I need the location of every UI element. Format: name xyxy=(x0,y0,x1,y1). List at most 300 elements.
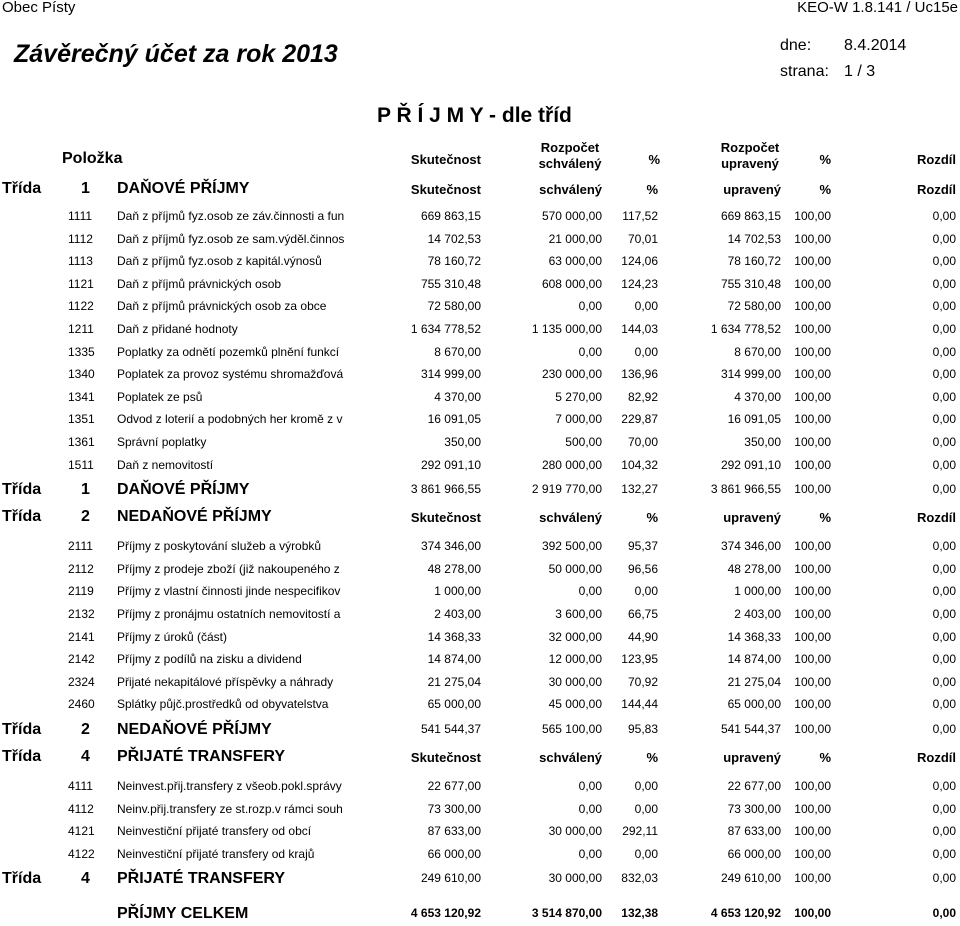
row-approved: 570 000,00 xyxy=(541,209,602,223)
total-diff: 0,00 xyxy=(932,722,956,736)
table-row xyxy=(0,367,960,387)
subheader-actual: Skutečnost xyxy=(410,182,481,197)
row-pct1: 123,95 xyxy=(621,652,658,667)
row-diff: 0,00 xyxy=(932,779,956,793)
row-adjusted: 65 000,00 xyxy=(727,697,781,712)
row-pct1: 0,00 xyxy=(634,584,658,599)
row-actual: 4 370,00 xyxy=(434,389,481,404)
class-number: 4 xyxy=(81,748,90,765)
row-name: Poplatek za provoz systému shromažďová xyxy=(117,367,344,382)
class-label: Třída xyxy=(2,180,42,197)
total-approved: 565 100,00 xyxy=(541,722,602,736)
row-actual: 1 634 778,52 xyxy=(410,322,481,336)
subheader-pct1: % xyxy=(646,510,658,526)
total-adjusted: 541 544,37 xyxy=(720,722,781,736)
table-row xyxy=(0,802,960,822)
row-approved: 0,00 xyxy=(578,299,602,314)
row-code: 1211 xyxy=(68,322,94,336)
row-name: Neinv.přij.transfery ze st.rozp.v rámci souh xyxy=(117,801,343,816)
total-actual: 4 653 120,92 xyxy=(410,906,481,920)
class-number: 1 xyxy=(81,481,90,499)
row-actual: 21 275,04 xyxy=(427,674,481,689)
row-name: Správní poplatky xyxy=(117,435,207,449)
row-name: Daň z příjmů fyz.osob ze záv.činnosti a fun xyxy=(117,209,345,223)
row-approved: 50 000,00 xyxy=(548,561,602,576)
row-actual: 78 160,72 xyxy=(427,254,481,269)
row-diff: 0,00 xyxy=(932,607,956,621)
row-code: 1351 xyxy=(68,412,95,427)
date-label: dne: xyxy=(780,37,812,54)
row-actual: 14 368,33 xyxy=(427,629,481,644)
row-name: Daň z přidané hodnoty xyxy=(117,322,238,336)
row-code: 1335 xyxy=(68,344,95,359)
table-row xyxy=(0,435,960,455)
row-name: Přijaté nekapitálové příspěvky a náhrady xyxy=(117,674,334,689)
row-approved: 1 135 000,00 xyxy=(531,322,602,336)
table-row xyxy=(0,630,960,650)
row-adjusted: 78 160,72 xyxy=(727,254,781,269)
table-row xyxy=(0,584,960,604)
row-pct2: 100,00 xyxy=(794,652,831,667)
row-adjusted: 350,00 xyxy=(744,435,781,449)
subheader-approved: schválený xyxy=(539,182,602,197)
total-approved: 3 514 870,00 xyxy=(531,906,602,920)
table-row xyxy=(0,322,960,342)
row-pct1: 70,00 xyxy=(627,435,658,449)
row-diff: 0,00 xyxy=(932,254,956,269)
row-pct1: 0,00 xyxy=(634,779,658,793)
row-actual: 2 403,00 xyxy=(434,607,481,621)
class-number: 4 xyxy=(81,870,90,888)
page-label: strana: xyxy=(780,63,829,80)
subheader-adjusted: upravený xyxy=(723,182,781,197)
subheader-diff: Rozdíl xyxy=(917,510,956,526)
row-adjusted: 1 634 778,52 xyxy=(710,322,781,336)
row-pct2: 100,00 xyxy=(794,801,831,816)
table-row xyxy=(0,697,960,717)
row-adjusted: 374 346,00 xyxy=(720,539,781,554)
table-row xyxy=(0,562,960,582)
row-code: 1341 xyxy=(68,389,95,404)
row-code: 2324 xyxy=(68,674,95,689)
class-label: Třída xyxy=(2,870,42,888)
page-value: 1 / 3 xyxy=(844,63,876,80)
row-actual: 374 346,00 xyxy=(420,539,481,554)
row-diff: 0,00 xyxy=(932,299,956,314)
row-diff: 0,00 xyxy=(932,344,956,359)
row-code: 1113 xyxy=(68,254,93,269)
row-name: Daň z příjmů právnických osob xyxy=(117,276,282,291)
row-pct1: 95,37 xyxy=(627,539,658,554)
row-pct1: 292,11 xyxy=(622,824,658,839)
row-diff: 0,00 xyxy=(932,209,956,223)
org-name: Obec Písty xyxy=(2,0,76,16)
row-actual: 669 863,15 xyxy=(420,209,481,223)
row-pct1: 70,92 xyxy=(627,674,658,689)
class-name: DAŇOVÉ PŘÍJMY xyxy=(117,481,250,499)
table-row xyxy=(0,209,960,229)
total-pct2: 100,00 xyxy=(794,906,831,920)
class-label: Třída xyxy=(2,508,42,526)
row-pct1: 144,44 xyxy=(621,697,658,712)
total-actual: 3 861 966,55 xyxy=(410,482,481,497)
row-approved: 608 000,00 xyxy=(541,276,602,291)
total-approved: 30 000,00 xyxy=(548,871,602,886)
table-row xyxy=(0,277,960,297)
row-diff: 0,00 xyxy=(932,824,956,839)
row-pct1: 0,00 xyxy=(634,801,658,816)
row-pct1: 44,90 xyxy=(627,629,658,644)
row-adjusted: 4 370,00 xyxy=(734,389,781,404)
row-approved: 0,00 xyxy=(578,846,602,861)
row-name: Příjmy z prodeje zboží (již nakoupeného z xyxy=(117,561,340,576)
row-adjusted: 2 403,00 xyxy=(734,607,781,621)
row-actual: 73 300,00 xyxy=(427,801,481,816)
class-number: 2 xyxy=(81,508,90,526)
row-diff: 0,00 xyxy=(932,652,956,667)
row-pct1: 136,96 xyxy=(621,367,658,382)
row-name: Příjmy z poskytování služeb a výrobků xyxy=(117,539,322,554)
table-row xyxy=(0,539,960,559)
row-actual: 72 580,00 xyxy=(427,299,481,314)
table-row xyxy=(0,390,960,410)
total-approved: 2 919 770,00 xyxy=(531,482,602,497)
table-row xyxy=(0,254,960,274)
table-row xyxy=(0,652,960,672)
row-actual: 22 677,00 xyxy=(427,779,481,793)
row-approved: 21 000,00 xyxy=(548,231,602,246)
row-actual: 292 091,10 xyxy=(420,457,481,472)
subheader-actual: Skutečnost xyxy=(410,750,481,765)
row-pct2: 100,00 xyxy=(794,344,831,359)
total-pct1: 95,83 xyxy=(627,722,658,736)
row-code: 4111 xyxy=(68,779,93,793)
row-adjusted: 73 300,00 xyxy=(727,801,781,816)
row-approved: 32 000,00 xyxy=(548,629,602,644)
total-pct1: 132,38 xyxy=(621,906,658,920)
row-adjusted: 22 677,00 xyxy=(727,779,781,793)
subheader-approved: schválený xyxy=(539,510,602,526)
row-diff: 0,00 xyxy=(932,584,956,599)
subheader-diff: Rozdíl xyxy=(917,182,956,197)
row-diff: 0,00 xyxy=(932,322,956,336)
col-pct1: % xyxy=(648,152,660,167)
table-row xyxy=(0,412,960,432)
row-pct2: 100,00 xyxy=(794,674,831,689)
row-adjusted: 314 999,00 xyxy=(720,367,781,382)
row-code: 1340 xyxy=(68,367,95,382)
row-name: Splátky půjč.prostředků od obyvatelstva xyxy=(117,697,329,712)
row-name: Neinvest.přij.transfery z všeob.pokl.správy xyxy=(117,779,342,793)
row-pct2: 100,00 xyxy=(794,697,831,712)
class-header xyxy=(0,178,960,202)
total-adjusted: 249 610,00 xyxy=(720,871,781,886)
row-adjusted: 66 000,00 xyxy=(727,846,781,861)
row-pct2: 100,00 xyxy=(794,629,831,644)
row-approved: 0,00 xyxy=(578,584,602,599)
row-name: Příjmy z podílů na zisku a dividend xyxy=(117,652,302,667)
class-name: DAŇOVÉ PŘÍJMY xyxy=(117,180,250,197)
row-code: 2141 xyxy=(68,629,95,644)
row-code: 2132 xyxy=(68,607,95,621)
subheader-adjusted: upravený xyxy=(723,750,781,765)
row-adjusted: 14 368,33 xyxy=(727,629,781,644)
row-actual: 16 091,05 xyxy=(427,412,481,427)
col-pct2: % xyxy=(819,152,831,167)
row-adjusted: 72 580,00 xyxy=(727,299,781,314)
class-label: Třída xyxy=(2,481,42,499)
row-pct2: 100,00 xyxy=(794,435,831,449)
row-approved: 63 000,00 xyxy=(548,254,602,269)
row-pct2: 100,00 xyxy=(794,367,831,382)
row-diff: 0,00 xyxy=(932,539,956,554)
row-adjusted: 8 670,00 xyxy=(734,344,781,359)
row-actual: 65 000,00 xyxy=(427,697,481,712)
total-pct2: 100,00 xyxy=(794,722,831,736)
row-approved: 3 600,00 xyxy=(555,607,602,621)
total-actual: 249 610,00 xyxy=(420,871,481,886)
row-name: Příjmy z pronájmu ostatních nemovitostí a xyxy=(117,607,341,621)
row-name: Příjmy z úroků (část) xyxy=(117,629,228,644)
row-pct1: 229,87 xyxy=(621,412,658,427)
row-name: Odvod z loterií a podobných her kromě z v xyxy=(117,412,343,427)
row-approved: 230 000,00 xyxy=(541,367,602,382)
row-code: 1122 xyxy=(68,299,94,314)
row-adjusted: 1 000,00 xyxy=(734,584,781,599)
row-approved: 0,00 xyxy=(578,344,602,359)
table-row xyxy=(0,675,960,695)
row-diff: 0,00 xyxy=(932,801,956,816)
system-version: KEO-W 1.8.141 / Uc15e xyxy=(797,0,958,16)
row-pct2: 100,00 xyxy=(794,846,831,861)
row-pct1: 0,00 xyxy=(634,299,658,314)
total-diff: 0,00 xyxy=(932,871,956,886)
row-name: Poplatek ze psů xyxy=(117,389,203,404)
row-diff: 0,00 xyxy=(932,276,956,291)
class-name: PŘIJATÉ TRANSFERY xyxy=(117,748,286,765)
row-code: 2112 xyxy=(68,561,94,576)
row-name: Neinvestiční přijaté transfery od obcí xyxy=(117,824,312,839)
row-adjusted: 755 310,48 xyxy=(720,276,781,291)
row-diff: 0,00 xyxy=(932,435,956,449)
row-approved: 392 500,00 xyxy=(541,539,602,554)
col-approved-1: Rozpočet xyxy=(540,140,600,155)
row-pct1: 124,23 xyxy=(621,276,658,291)
row-diff: 0,00 xyxy=(932,367,956,382)
total-pct1: 132,27 xyxy=(621,482,658,497)
table-row xyxy=(0,779,960,799)
row-name: Příjmy z vlastní činnosti jinde nespecifikov xyxy=(117,584,341,599)
row-actual: 87 633,00 xyxy=(427,824,481,839)
row-pct1: 104,32 xyxy=(621,457,658,472)
row-code: 2111 xyxy=(68,539,93,554)
row-diff: 0,00 xyxy=(932,389,956,404)
table-row xyxy=(0,232,960,252)
row-name: Daň z příjmů právnických osob za obce xyxy=(117,299,327,314)
row-actual: 48 278,00 xyxy=(427,561,481,576)
row-pct1: 0,00 xyxy=(634,846,658,861)
row-pct2: 100,00 xyxy=(794,824,831,839)
col-item: Položka xyxy=(62,150,123,167)
row-pct1: 82,92 xyxy=(627,389,658,404)
row-pct2: 100,00 xyxy=(794,254,831,269)
page-title: Závěrečný účet za rok 2013 xyxy=(14,40,338,68)
row-pct2: 100,00 xyxy=(794,607,831,621)
row-pct1: 0,00 xyxy=(634,344,658,359)
row-code: 1112 xyxy=(68,231,93,246)
total-adjusted: 3 861 966,55 xyxy=(710,482,781,497)
total-diff: 0,00 xyxy=(932,482,956,497)
class-header xyxy=(0,746,960,770)
row-approved: 30 000,00 xyxy=(548,674,602,689)
row-approved: 7 000,00 xyxy=(555,412,602,427)
row-pct2: 100,00 xyxy=(794,412,831,427)
row-pct1: 96,56 xyxy=(627,561,658,576)
row-pct2: 100,00 xyxy=(794,299,831,314)
total-pct2: 100,00 xyxy=(794,482,831,497)
row-name: Daň z příjmů fyz.osob z kapitál.výnosů xyxy=(117,254,322,269)
row-adjusted: 21 275,04 xyxy=(727,674,781,689)
row-name: Poplatky za odnětí pozemků plnění funkcí xyxy=(117,344,340,359)
table-row xyxy=(0,847,960,867)
row-diff: 0,00 xyxy=(932,457,956,472)
class-number: 1 xyxy=(81,180,90,197)
row-pct2: 100,00 xyxy=(794,389,831,404)
table-row xyxy=(0,345,960,365)
row-adjusted: 669 863,15 xyxy=(720,209,781,223)
row-code: 2119 xyxy=(68,584,94,599)
row-actual: 314 999,00 xyxy=(420,367,481,382)
row-code: 4112 xyxy=(68,801,94,816)
class-label: Třída xyxy=(2,721,42,738)
row-code: 1111 xyxy=(68,209,93,223)
row-actual: 755 310,48 xyxy=(420,276,481,291)
row-code: 1121 xyxy=(68,276,94,291)
row-pct2: 100,00 xyxy=(794,561,831,576)
row-adjusted: 87 633,00 xyxy=(727,824,781,839)
class-total-row xyxy=(0,867,960,891)
row-approved: 0,00 xyxy=(578,801,602,816)
col-adjusted-2: upravený xyxy=(721,156,779,171)
row-adjusted: 14 702,53 xyxy=(727,231,781,246)
row-diff: 0,00 xyxy=(932,629,956,644)
row-pct1: 66,75 xyxy=(627,607,658,621)
row-pct2: 100,00 xyxy=(794,209,831,223)
col-approved-2: schválený xyxy=(538,156,602,171)
table-row xyxy=(0,299,960,319)
row-code: 1511 xyxy=(68,457,94,472)
grand-total-label: PŘÍJMY CELKEM xyxy=(117,905,249,922)
class-name: NEDAŇOVÉ PŘÍJMY xyxy=(117,721,272,738)
row-approved: 5 270,00 xyxy=(555,389,602,404)
class-total-row xyxy=(0,718,960,742)
subheader-pct1: % xyxy=(646,182,658,197)
row-pct1: 117,52 xyxy=(622,209,658,223)
class-name: NEDAŇOVÉ PŘÍJMY xyxy=(117,508,272,526)
total-adjusted: 4 653 120,92 xyxy=(710,906,781,920)
row-actual: 66 000,00 xyxy=(427,846,481,861)
row-name: Neinvestiční přijaté transfery od krajů xyxy=(117,846,315,861)
row-pct2: 100,00 xyxy=(794,231,831,246)
row-pct2: 100,00 xyxy=(794,276,831,291)
row-diff: 0,00 xyxy=(932,674,956,689)
row-actual: 1 000,00 xyxy=(434,584,481,599)
row-approved: 280 000,00 xyxy=(541,457,602,472)
row-adjusted: 48 278,00 xyxy=(727,561,781,576)
subheader-diff: Rozdíl xyxy=(917,750,956,765)
total-pct2: 100,00 xyxy=(794,871,831,886)
row-code: 2142 xyxy=(68,652,95,667)
row-code: 1361 xyxy=(68,435,95,449)
row-pct2: 100,00 xyxy=(794,457,831,472)
row-adjusted: 14 874,00 xyxy=(727,652,781,667)
row-pct2: 100,00 xyxy=(794,539,831,554)
row-adjusted: 16 091,05 xyxy=(727,412,781,427)
class-total-row xyxy=(0,478,960,502)
row-actual: 14 702,53 xyxy=(427,231,481,246)
subheader-pct2: % xyxy=(819,750,831,765)
row-name: Daň z nemovitostí xyxy=(117,457,214,472)
row-pct1: 144,03 xyxy=(621,322,658,336)
row-pct2: 100,00 xyxy=(794,322,831,336)
row-approved: 30 000,00 xyxy=(548,824,602,839)
total-actual: 541 544,37 xyxy=(420,722,481,736)
row-pct2: 100,00 xyxy=(794,779,831,793)
col-actual: Skutečnost xyxy=(410,152,481,167)
row-pct2: 100,00 xyxy=(794,584,831,599)
row-actual: 350,00 xyxy=(444,435,481,449)
table-row xyxy=(0,458,960,478)
class-number: 2 xyxy=(81,721,90,738)
subheader-pct1: % xyxy=(646,750,658,765)
subheader-adjusted: upravený xyxy=(723,510,781,526)
row-code: 4122 xyxy=(68,846,95,861)
row-diff: 0,00 xyxy=(932,231,956,246)
col-adjusted-1: Rozpočet xyxy=(720,140,780,155)
col-diff: Rozdíl xyxy=(917,152,956,167)
row-actual: 14 874,00 xyxy=(427,652,481,667)
class-label: Třída xyxy=(2,748,42,765)
row-code: 4121 xyxy=(68,824,95,839)
subheader-pct2: % xyxy=(819,510,831,526)
total-pct1: 832,03 xyxy=(621,871,658,886)
row-approved: 45 000,00 xyxy=(548,697,602,712)
row-diff: 0,00 xyxy=(932,561,956,576)
date-value: 8.4.2014 xyxy=(844,37,907,54)
row-name: Daň z příjmů fyz.osob ze sam.výděl.činnos xyxy=(117,231,345,246)
row-pct1: 124,06 xyxy=(621,254,658,269)
class-name: PŘIJATÉ TRANSFERY xyxy=(117,870,286,888)
subtitle: P Ř Í J M Y - dle tříd xyxy=(377,104,572,127)
total-diff: 0,00 xyxy=(932,906,956,920)
subheader-actual: Skutečnost xyxy=(410,510,481,526)
row-pct1: 70,01 xyxy=(627,231,658,246)
row-approved: 12 000,00 xyxy=(548,652,602,667)
table-row xyxy=(0,607,960,627)
row-actual: 8 670,00 xyxy=(434,344,481,359)
subheader-pct2: % xyxy=(819,182,831,197)
row-diff: 0,00 xyxy=(932,846,956,861)
subheader-approved: schválený xyxy=(539,750,602,765)
row-diff: 0,00 xyxy=(932,412,956,427)
class-header xyxy=(0,506,960,530)
row-code: 2460 xyxy=(68,697,95,712)
row-diff: 0,00 xyxy=(932,697,956,712)
row-adjusted: 292 091,10 xyxy=(720,457,781,472)
row-approved: 500,00 xyxy=(565,435,602,449)
table-row xyxy=(0,824,960,844)
grand-total-row xyxy=(0,902,960,926)
